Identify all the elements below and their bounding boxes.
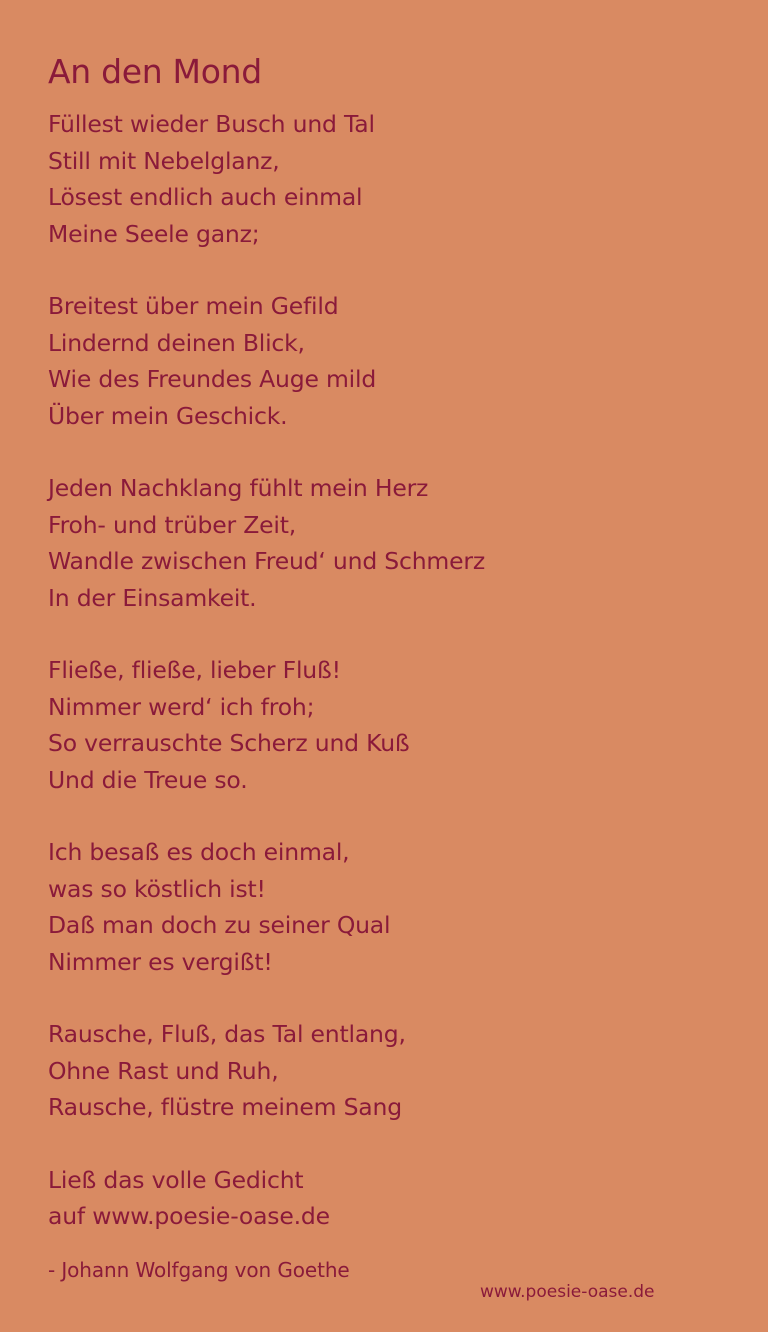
poem-line: Lindernd deinen Blick, [48, 328, 305, 357]
author-credit: - Johann Wolfgang von Goethe [48, 1258, 350, 1282]
poem-line: Jeden Nachklang fühlt mein Herz [48, 474, 429, 502]
stanza-1 [48, 106, 728, 252]
poem-line: Still mit Nebelglanz, [48, 146, 280, 175]
poem-line: Ich besaß es doch einmal, [48, 838, 350, 866]
poem-line: So verrauschte Scherz und Kuß [48, 729, 410, 757]
poem-line: Füllest wieder Busch und Tal [48, 110, 375, 138]
poem-line: Über mein Geschick. [48, 401, 288, 430]
poem-line: Nimmer es vergißt! [48, 947, 273, 976]
stanza-5 [48, 834, 728, 980]
poem-line: was so köstlich ist! [48, 874, 266, 903]
poem-line: Rausche, Fluß, das Tal entlang, [48, 1020, 406, 1048]
poem-line: Meine Seele ganz; [48, 219, 260, 248]
poem-line: Froh- und trüber Zeit, [48, 510, 296, 539]
poem-line: Und die Treue so. [48, 765, 248, 794]
poem-line: Daß man doch zu seiner Qual [48, 911, 391, 939]
read-more-link[interactable]: auf www.poesie-oase.de [48, 1202, 330, 1230]
poem-title: An den Mond [48, 52, 262, 91]
read-more-line: Ließ das volle Gedicht [48, 1165, 304, 1194]
poem-line: Lösest endlich auch einmal [48, 183, 363, 211]
poem-line: In der Einsamkeit. [48, 583, 257, 612]
poem-line: Wie des Freundes Auge mild [48, 365, 377, 393]
stanza-4 [48, 652, 728, 798]
poem-line: Ohne Rast und Ruh, [48, 1056, 279, 1085]
read-more-note [48, 1162, 728, 1235]
poem-line: Wandle zwischen Freud‘ und Schmerz [48, 547, 485, 575]
stanza-3 [48, 470, 728, 616]
poem-line: Breitest über mein Gefild [48, 292, 339, 320]
stanza-2 [48, 288, 728, 434]
poem-line: Nimmer werd‘ ich froh; [48, 692, 315, 721]
poem-line: Rausche, flüstre meinem Sang [48, 1093, 402, 1121]
site-watermark: www.poesie-oase.de [480, 1282, 655, 1302]
poem-line: Fließe, fließe, lieber Fluß! [48, 656, 341, 684]
poem-body [48, 106, 728, 1271]
stanza-6 [48, 1016, 728, 1126]
